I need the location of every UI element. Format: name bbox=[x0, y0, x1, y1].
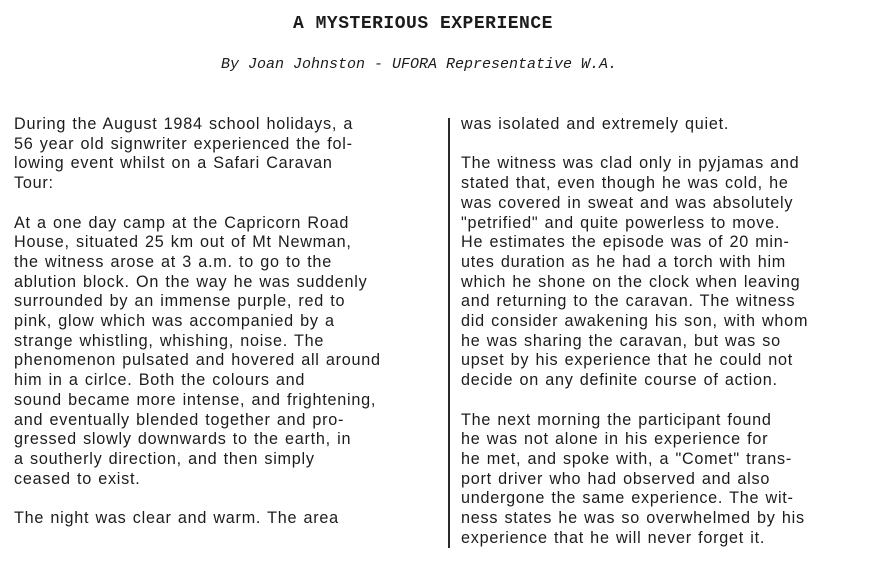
text-line: Tour: bbox=[14, 174, 54, 193]
text-line: experience that he will never forget it. bbox=[461, 528, 766, 547]
text-line: ceased to exist. bbox=[14, 469, 141, 488]
text-line: and returning to the caravan. The witness bbox=[461, 292, 796, 311]
paragraph-event bbox=[14, 214, 446, 490]
text-line: gressed slowly downwards to the earth, in bbox=[14, 430, 352, 449]
article-byline: By Joan Johnston - UFORA Representative W.A. bbox=[220, 56, 618, 73]
text-line: 56 year old signwriter experienced the fol- bbox=[14, 134, 353, 153]
column-divider bbox=[448, 118, 450, 548]
text-line: surrounded by an immense purple, red to bbox=[14, 292, 346, 311]
text-line: utes duration as he had a torch with him bbox=[461, 252, 787, 271]
text-line: The night was clear and warm. The area bbox=[14, 509, 339, 528]
text-line: ablution block. On the way he was suddenly bbox=[14, 272, 368, 291]
text-line: decide on any definite course of action. bbox=[461, 371, 778, 390]
text-line: sound became more intense, and frightening, bbox=[14, 390, 377, 409]
text-line: upset by his experience that he could not bbox=[461, 351, 794, 370]
text-line: he met, and spoke with, a "Comet" trans- bbox=[461, 449, 793, 468]
text-line: he was not alone in his experience for bbox=[461, 430, 769, 449]
text-line: port driver who had observed and also bbox=[461, 469, 771, 488]
paragraph-night bbox=[14, 509, 446, 529]
text-line: The next morning the participant found bbox=[461, 410, 772, 429]
text-line: stated that, even though he was cold, he bbox=[461, 174, 789, 193]
text-line: lowing event whilst on a Safari Caravan bbox=[14, 154, 333, 173]
text-line: him in a cirlce. Both the colours and bbox=[14, 371, 306, 390]
text-line: House, situated 25 km out of Mt Newman, bbox=[14, 233, 352, 252]
text-line: "petrified" and quite powerless to move. bbox=[461, 213, 781, 232]
text-line: undergone the same experience. The wit- bbox=[461, 489, 794, 508]
text-line: the witness arose at 3 a.m. to go to the bbox=[14, 252, 332, 271]
text-line: pink, glow which was accompanied by a bbox=[14, 312, 335, 331]
paragraph-quiet bbox=[461, 115, 880, 135]
text-line: he was sharing the caravan, but was so bbox=[461, 331, 781, 350]
text-line: ness states he was so overwhelmed by his bbox=[461, 509, 805, 528]
text-line: phenomenon pulsated and hovered all around bbox=[14, 351, 381, 370]
text-line: which he shone on the clock when leaving bbox=[461, 272, 801, 291]
right-column bbox=[461, 115, 880, 568]
left-column bbox=[14, 115, 446, 548]
text-line: did consider awakening his son, with whom bbox=[461, 312, 809, 331]
paragraph-witness bbox=[461, 154, 880, 390]
paragraph-next-morning bbox=[461, 411, 880, 549]
article-title: A MYSTERIOUS EXPERIENCE bbox=[293, 14, 553, 34]
text-line: At a one day camp at the Capricorn Road bbox=[14, 213, 350, 232]
text-line: strange whistling, whishing, noise. The bbox=[14, 331, 325, 350]
text-line: and eventually blended together and pro- bbox=[14, 410, 345, 429]
paragraph-intro bbox=[14, 115, 446, 194]
text-line: a southerly direction, and then simply bbox=[14, 449, 315, 468]
text-line: was isolated and extremely quiet. bbox=[461, 115, 730, 133]
text-line: The witness was clad only in pyjamas and bbox=[461, 154, 800, 173]
text-line: was covered in sweat and was absolutely bbox=[461, 193, 794, 212]
text-line: He estimates the episode was of 20 min- bbox=[461, 233, 790, 252]
text-line: During the August 1984 school holidays, a bbox=[14, 115, 354, 133]
